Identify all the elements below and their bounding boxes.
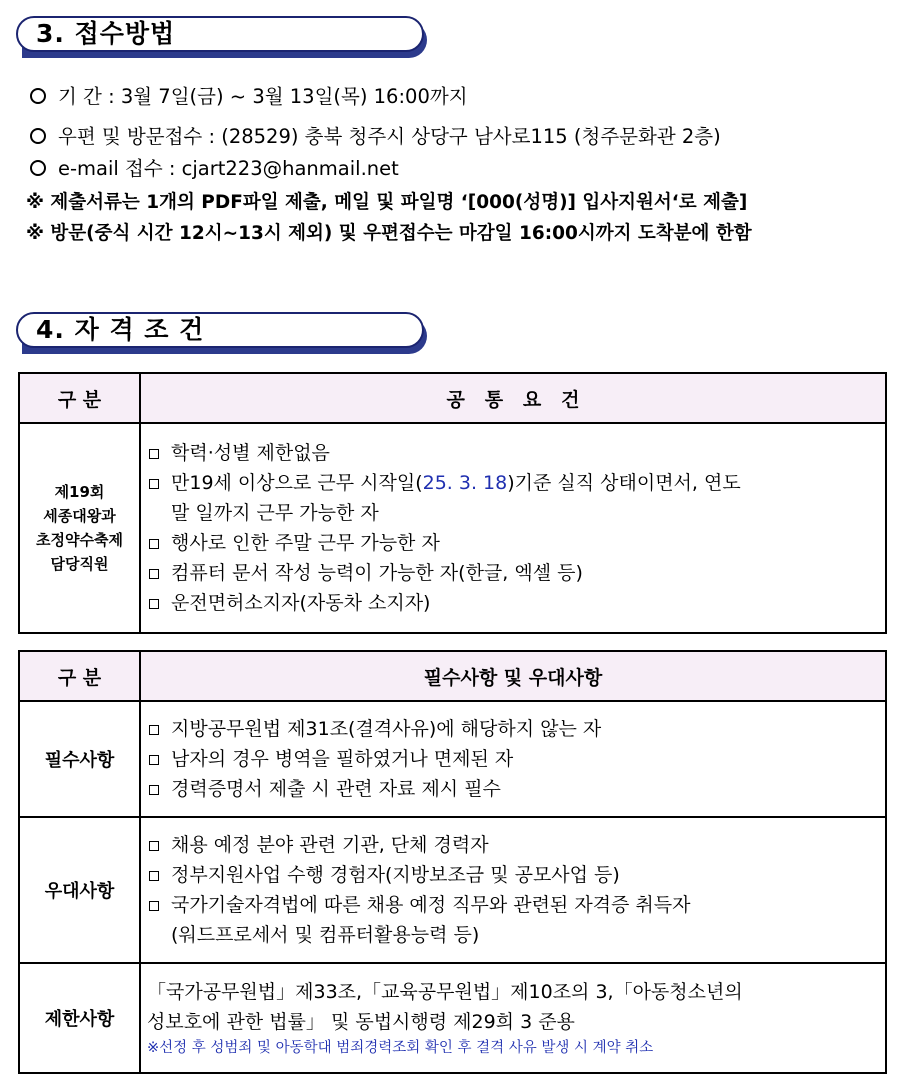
circle-bullet-icon (30, 88, 46, 104)
table-row (19, 423, 886, 633)
list-item: 행사로 인한 주말 근무 가능한 자 (147, 528, 885, 558)
square-bullet-icon (149, 785, 159, 795)
square-bullet-icon (149, 841, 159, 851)
common-requirements-table (18, 372, 887, 634)
square-bullet-icon (149, 449, 159, 459)
post-line: 우편 및 방문접수 : (28529) 충북 청주시 상당구 남사로115 (청주문화관 2층) (26, 124, 721, 150)
note-visit: ※ 방문(중식 시간 12시~13시 제외) 및 우편접수는 마감일 16:00시까지 도착분에 한함 (26, 223, 752, 244)
header-category: 구 분 (19, 651, 140, 701)
header-common-requirements: 공 통 요 건 (140, 373, 886, 423)
list-item: 채용 예정 분야 관련 기관, 단체 경력자 (147, 830, 885, 860)
square-bullet-icon (149, 725, 159, 735)
restriction-line: 「국가공무원법」제33조,「교육공무원법」제10조의 3,「아동청소년의 (147, 981, 743, 1003)
list-item: 만19세 이상으로 근무 시작일(25. 3. 18)기준 실직 상태이면서, 연도 (147, 468, 885, 498)
table-header-row (19, 373, 886, 423)
restriction-cell (140, 963, 886, 1073)
mandatory-cell (140, 701, 886, 817)
table-header-row (19, 651, 886, 701)
row-label-preferred: 우대사항 (19, 817, 140, 963)
row-label-restriction: 제한사항 (19, 963, 140, 1073)
email-line: e-mail 접수 : cjart223@hanmail.net (26, 156, 399, 182)
list-item: 지방공무원법 제31조(결격사유)에 해당하지 않는 자 (147, 714, 885, 744)
mandatory-preferred-table (18, 650, 887, 1074)
preferred-cell (140, 817, 886, 963)
list-item-continuation: (워드프로세서 및 컴퓨터활용능력 등) (171, 924, 480, 946)
square-bullet-icon (149, 479, 159, 489)
list-item: 국가기술자격법에 따른 채용 예정 직무와 관련된 자격증 취득자 (147, 890, 885, 920)
restriction-note: ※선정 후 성범죄 및 아동학대 범죄경력조회 확인 후 결격 사유 발생 시 계약 취소 (147, 1040, 654, 1056)
square-bullet-icon (149, 755, 159, 765)
section-4-header (16, 312, 431, 356)
list-item: 정부지원사업 수행 경험자(지방보조금 및 공모사업 등) (147, 860, 885, 890)
square-bullet-icon (149, 569, 159, 579)
row-label-mandatory: 필수사항 (19, 701, 140, 817)
header-mandatory-preferred: 필수사항 및 우대사항 (140, 651, 886, 701)
period-line: 기 간 : 3월 7일(금) ~ 3월 13일(목) 16:00까지 (26, 84, 468, 110)
section-4-title: 4. 자 격 조 건 (36, 315, 205, 344)
circle-bullet-icon (30, 128, 46, 144)
list-item: 컴퓨터 문서 작성 능력이 가능한 자(한글, 엑셀 등) (147, 558, 885, 588)
square-bullet-icon (149, 901, 159, 911)
common-requirements-cell (140, 423, 886, 633)
list-item: 경력증명서 제출 시 관련 자료 제시 필수 (147, 774, 885, 804)
table-row (19, 817, 886, 963)
table-row (19, 963, 886, 1073)
restriction-line: 성보호에 관한 법률」 및 동법시행령 제29희 3 준용 (147, 1011, 575, 1033)
header-category: 구 분 (19, 373, 140, 423)
list-item: 남자의 경우 병역을 필하였거나 면제된 자 (147, 744, 885, 774)
list-item-continuation: 말 일까지 근무 가능한 자 (171, 502, 379, 524)
list-item: 학력·성별 제한없음 (147, 438, 885, 468)
note-submission: ※ 제출서류는 1개의 PDF파일 제출, 메일 및 파일명 ‘[000(성명)] 입사지원서‘로 제출] (26, 192, 748, 213)
square-bullet-icon (149, 539, 159, 549)
square-bullet-icon (149, 599, 159, 609)
list-item: 운전면허소지자(자동차 소지자) (147, 588, 885, 618)
row-label-staff: 제19회 세종대왕과 초정약수축제 담당직원 (19, 423, 140, 633)
section-3-header (16, 16, 431, 60)
square-bullet-icon (149, 871, 159, 881)
table-row (19, 701, 886, 817)
section-3-title: 3. 접수방법 (36, 19, 176, 48)
circle-bullet-icon (30, 160, 46, 176)
